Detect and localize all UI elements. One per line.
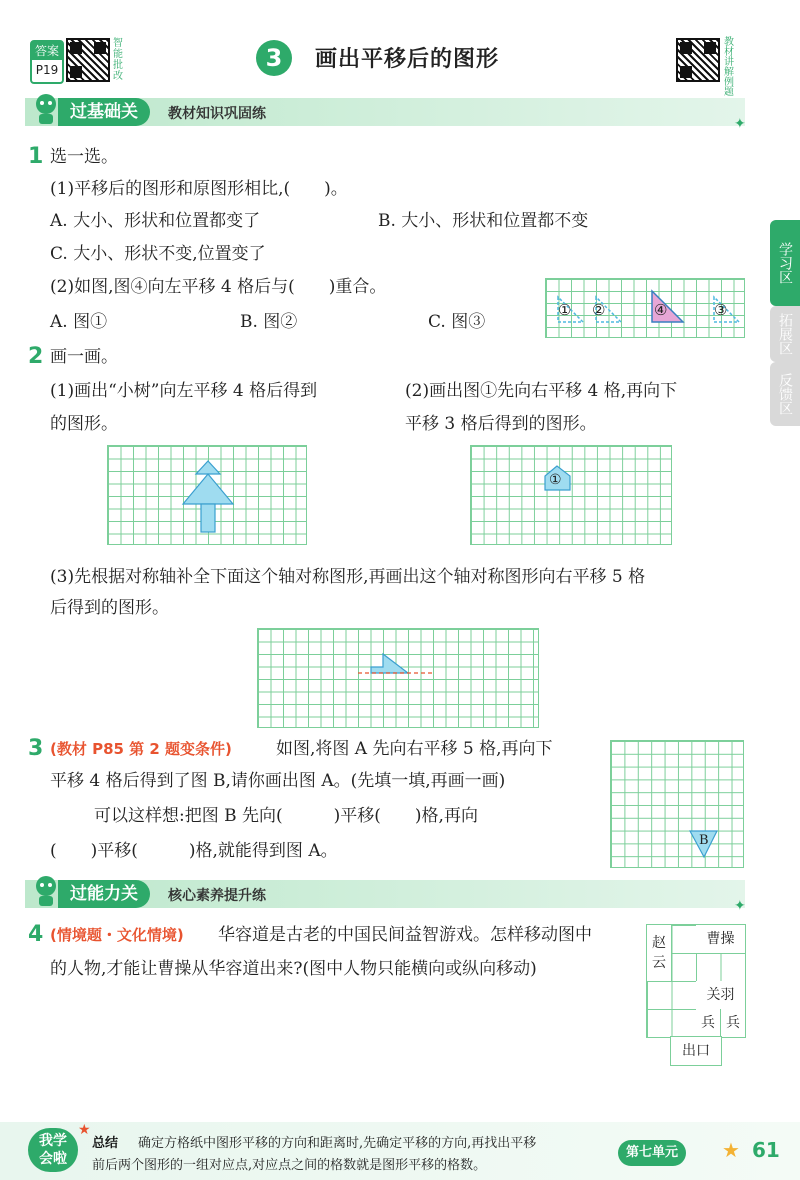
q1-option-b1[interactable]: B. 大小、形状和位置都不变 xyxy=(378,211,589,231)
qr-code-icon[interactable] xyxy=(66,38,110,82)
side-tab-expand[interactable]: 拓展区 xyxy=(770,306,800,362)
board-exit-label: 出口 xyxy=(682,1043,710,1059)
q1-option-c1[interactable]: C. 大小、形状不变,位置变了 xyxy=(50,244,266,264)
q3-line1: 如图,将图 A 先向右平移 5 格,再向下 xyxy=(276,739,553,759)
summary-label: 总结 xyxy=(92,1136,119,1151)
tree-shape xyxy=(108,446,308,546)
q2-tree-grid[interactable] xyxy=(107,445,307,545)
section-title-ability: 过能力关 xyxy=(58,880,150,908)
huarongdao-board[interactable] xyxy=(646,924,746,1038)
piece-caocao[interactable] xyxy=(696,925,745,954)
piece-guanyu-label: 关羽 xyxy=(706,987,735,1003)
q3-line3: 可以这样想:把图 B 先向( )平移( )格,再向 xyxy=(94,806,478,826)
q1-option-c2[interactable]: C. 图③ xyxy=(428,312,486,332)
answer-page: P19 xyxy=(35,63,59,77)
piece-bing-1-label: 兵 xyxy=(701,1015,715,1031)
q2-shape-grid[interactable] xyxy=(470,445,672,545)
q1-option-a1[interactable]: A. 大小、形状和位置都变了 xyxy=(50,211,261,231)
fig-label-1: ① xyxy=(558,301,572,319)
shape-b-label: B xyxy=(699,833,709,848)
qr-code-icon[interactable] xyxy=(676,38,720,82)
mascot-icon xyxy=(32,92,60,126)
q1-option-b2[interactable]: B. 图② xyxy=(240,312,298,332)
q4-line1: 华容道是古老的中国民间益智游戏。怎样移动图中 xyxy=(218,925,592,945)
shape-b xyxy=(611,741,745,869)
shape-1-pentagon xyxy=(471,446,673,546)
board-exit xyxy=(670,1036,722,1066)
q1-part2: (2)如图,图④向左平移 4 格后与( )重合。 xyxy=(50,277,387,297)
q3-line4: ( )平移( )格,就能得到图 A。 xyxy=(50,841,338,861)
section-title-basic: 过基础关 xyxy=(58,98,150,126)
answer-label: 答案 xyxy=(32,42,62,60)
lesson-number: 3 xyxy=(256,40,292,76)
star-icon: ★ xyxy=(78,1122,91,1138)
q2-part1-line2: 的图形。 xyxy=(50,414,118,434)
section-subtitle-ability: 核心素养提升练 xyxy=(168,888,266,904)
q2-part2-line2: 平移 3 格后得到的图形。 xyxy=(405,414,597,434)
q1-part1: (1)平移后的图形和原图形相比,( )。 xyxy=(50,179,348,199)
q3-source: (教材 P85 第 2 题变条件) xyxy=(50,740,232,758)
question-1-title: 选一选。 xyxy=(50,147,118,167)
unit-label-text: 第七单元 xyxy=(626,1145,679,1160)
piece-zhaoyun[interactable] xyxy=(647,925,672,982)
unit-label xyxy=(618,1140,686,1166)
piece-bing-1[interactable] xyxy=(696,1009,721,1037)
q4-line2: 的人物,才能让曹操从华容道出来?(图中人物只能横向或纵向移动) xyxy=(50,959,537,979)
piece-zhaoyun-label: 赵云 xyxy=(652,935,666,971)
page-title: 画出平移后的图形 xyxy=(315,47,500,72)
piece-bing-2-label: 兵 xyxy=(726,1015,740,1031)
question-number-2: 2 xyxy=(28,344,44,369)
q2-part1-line1: (1)画出“小树”向左平移 4 格后得到 xyxy=(50,381,318,401)
piece-guanyu[interactable] xyxy=(696,981,745,1010)
question-number-3: 3 xyxy=(28,736,44,761)
q1-figure-grid xyxy=(545,278,745,338)
mascot-icon xyxy=(32,874,60,908)
question-number-4: 4 xyxy=(28,922,44,947)
fig-label-3: ③ xyxy=(714,301,728,319)
section-subtitle-basic: 教材知识巩固练 xyxy=(168,106,266,122)
page-number: 61 xyxy=(752,1138,780,1162)
question-number-1: 1 xyxy=(28,144,44,169)
summary-line-2: 前后两个图形的一组对应点,对应点之间的格数就是图形平移的格数。 xyxy=(92,1158,487,1173)
q3-line2: 平移 4 格后得到了图 B,请你画出图 A。(先填一填,再画一画) xyxy=(50,771,506,791)
star-icon: ★ xyxy=(722,1138,740,1162)
question-2-title: 画一画。 xyxy=(50,347,118,367)
half-shape xyxy=(258,629,540,729)
summary-line-1: 确定方格纸中图形平移的方向和距离时,先确定平移的方向,再找出平移 xyxy=(138,1136,537,1151)
side-tab-feedback[interactable]: 反馈区 xyxy=(770,362,800,426)
shape-1-label: ① xyxy=(549,472,562,488)
footer-badge-text: 我学会啦 xyxy=(39,1133,67,1167)
q2-part3-line2: 后得到的图形。 xyxy=(50,598,169,618)
q3-grid[interactable] xyxy=(610,740,744,868)
q4-source: (情境题・文化情境) xyxy=(50,926,184,944)
star-icon: ✦ xyxy=(734,116,746,132)
piece-caocao-label: 曹操 xyxy=(706,931,735,947)
answer-badge xyxy=(30,40,64,84)
q2-symmetry-grid[interactable] xyxy=(257,628,539,728)
piece-bing-2[interactable] xyxy=(721,1009,745,1037)
fig-label-4: ④ xyxy=(654,301,668,319)
footer-badge xyxy=(28,1128,78,1172)
q1-option-a2[interactable]: A. 图① xyxy=(50,312,108,332)
side-tab-study[interactable]: 学习区 xyxy=(770,220,800,306)
star-icon: ✦ xyxy=(734,898,746,914)
qr-caption-right: 教材讲解例题 xyxy=(724,37,734,98)
qr-caption-left: 智能批改 xyxy=(113,38,123,82)
fig-label-2: ② xyxy=(592,301,606,319)
q2-part3-line1: (3)先根据对称轴补全下面这个轴对称图形,再画出这个轴对称图形向右平移 5 格 xyxy=(50,567,646,587)
q2-part2-line1: (2)画出图①先向右平移 4 格,再向下 xyxy=(405,381,678,401)
